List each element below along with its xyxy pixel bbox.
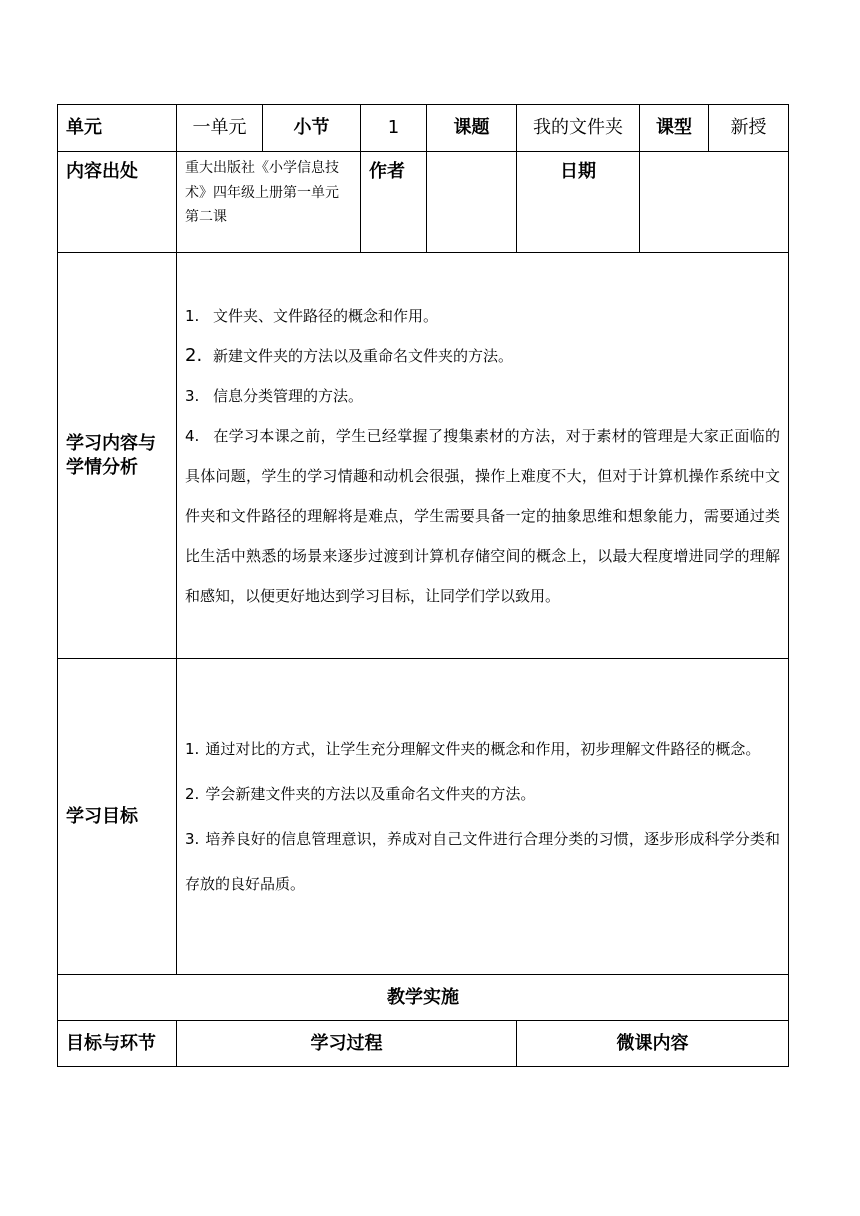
source-value: 重大出版社《小学信息技术》四年级上册第一单元第二课: [177, 152, 361, 253]
goal-item: 3. 培养良好的信息管理意识，养成对自己文件进行合理分类的习惯，逐步形成科学分类和存放的良好品质。: [185, 829, 780, 893]
analysis-content: [177, 253, 789, 659]
implementation-title-row: [58, 975, 789, 1021]
section-value: 1: [361, 105, 427, 152]
topic-value: 我的文件夹: [517, 105, 640, 152]
unit-value: 一单元: [177, 105, 263, 152]
implementation-header-row: [58, 1021, 789, 1067]
source-label: 内容出处: [58, 152, 177, 253]
author-label: 作者: [361, 152, 427, 253]
goal-item: 1. 通过对比的方式，让学生充分理解文件夹的概念和作用，初步理解文件路径的概念。: [185, 739, 761, 758]
header-row: [58, 105, 789, 152]
analysis-item: 3. 信息分类管理的方法。: [185, 386, 364, 405]
analysis-item: 4. 在学习本课之前，学生已经掌握了搜集素材的方法，对于素材的管理是大家正面临的具体问题，学生的学习情趣和动机会很强，操作上难度不大，但对于计算机操作系统中文件夹和文件路径的理解将是难点，学生需要具备一定的抽象思维和想象能力，需要通过类比生活中熟悉的场景来逐步过渡到计算机存储空间的概念上，以最大程度增进同学的理解和感知，以便更好地达到学习目标，让同学们学以致用。: [185, 426, 780, 605]
goals-label: 学习目标: [58, 659, 177, 975]
unit-label: 单元: [58, 105, 177, 152]
analysis-item: 2. 新建文件夹的方法以及重命名文件夹的方法。: [185, 344, 514, 366]
goals-row: [58, 659, 789, 975]
goals-content: [177, 659, 789, 975]
type-label: 课型: [640, 105, 709, 152]
lesson-plan-table: [57, 104, 789, 1067]
analysis-label: 学习内容与学情分析: [58, 253, 177, 659]
col-micro-header: 微课内容: [517, 1021, 789, 1067]
type-value: 新授: [709, 105, 789, 152]
analysis-row: [58, 253, 789, 659]
section-label: 小节: [263, 105, 361, 152]
implementation-title: 教学实施: [58, 975, 789, 1021]
col-goal-header: 目标与环节: [58, 1021, 177, 1067]
date-label: 日期: [517, 152, 640, 253]
author-value: [427, 152, 517, 253]
analysis-item: 1. 文件夹、文件路径的概念和作用。: [185, 306, 439, 325]
goal-item: 2. 学会新建文件夹的方法以及重命名文件夹的方法。: [185, 784, 536, 803]
topic-label: 课题: [427, 105, 517, 152]
date-value: [640, 152, 789, 253]
source-row: [58, 152, 789, 253]
col-process-header: 学习过程: [177, 1021, 517, 1067]
